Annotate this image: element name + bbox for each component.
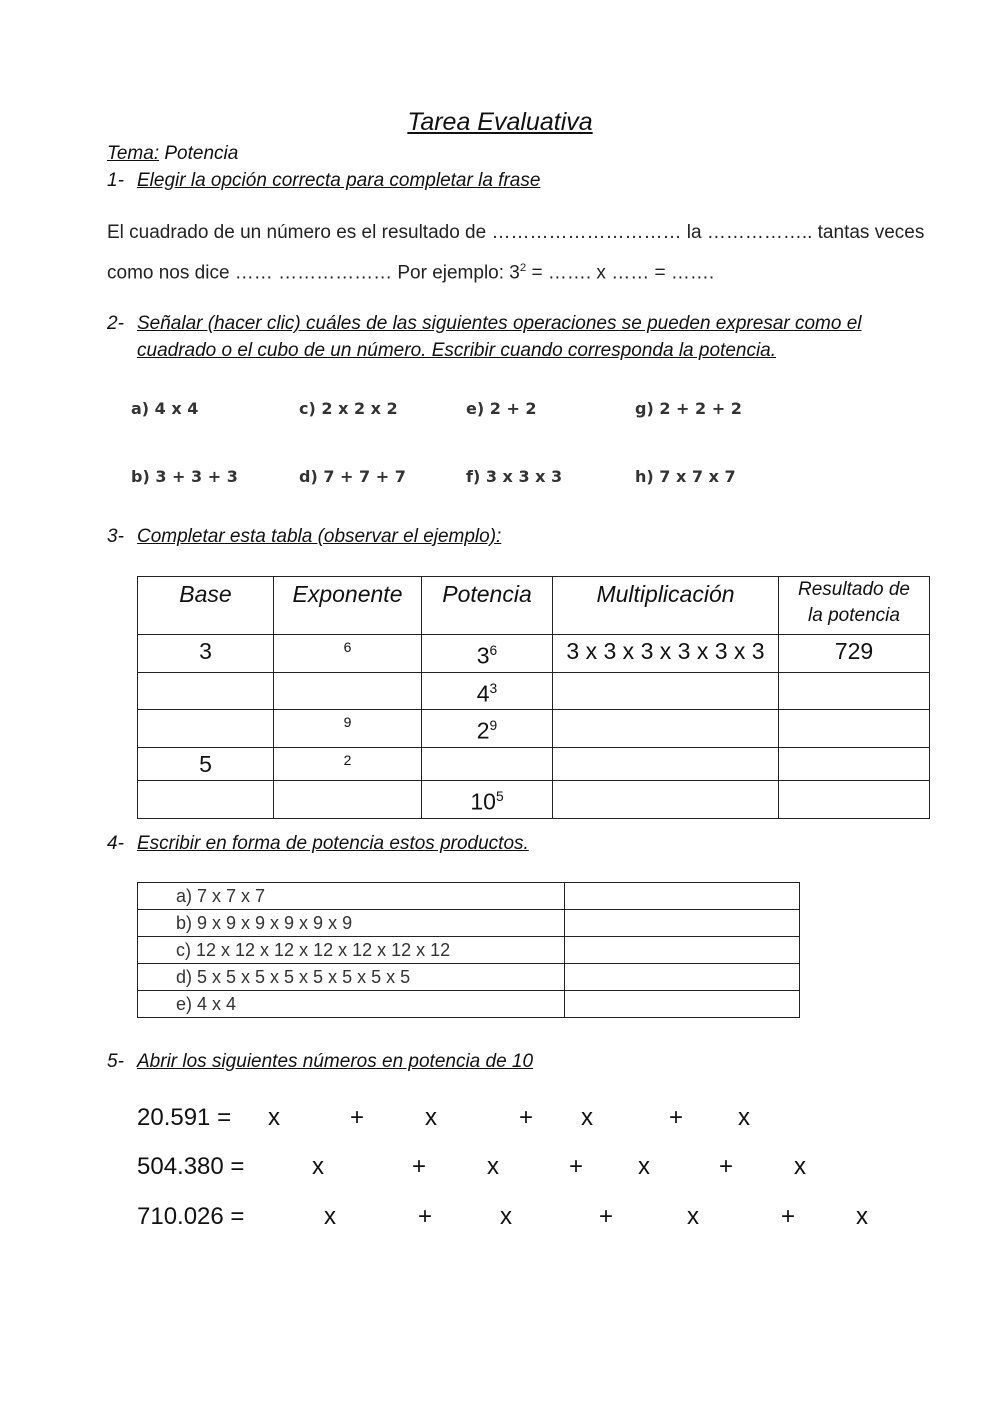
product-label: c) 12 x 12 x 12 x 12 x 12 x 12 x 12 [138, 937, 565, 964]
power-base: 10 [470, 788, 496, 815]
topic-label: Tema: [107, 143, 160, 164]
cell-power[interactable] [422, 672, 553, 710]
times-sign[interactable]: x [794, 1153, 806, 1180]
question-5-heading [107, 1051, 533, 1073]
header-power: Potencia [422, 577, 553, 635]
cell-multiplication[interactable] [553, 710, 779, 748]
plus-sign: + [669, 1104, 684, 1131]
header-multiplication: Multiplicación [553, 577, 779, 635]
fill-sentence-line-1[interactable]: El cuadrado de un número es el resultado de ………………………… la …………….. tantas veces [107, 222, 925, 243]
times-sign[interactable]: x [738, 1104, 750, 1131]
superscript: 2 [519, 262, 527, 274]
power-base: 4 [476, 680, 490, 707]
cell-result[interactable] [779, 672, 930, 710]
question-number: 4- [107, 833, 124, 854]
plus-sign: + [599, 1203, 614, 1230]
question-instruction: Señalar (hacer clic) cuáles de las siguientes operaciones se pueden expresar como el [137, 313, 862, 334]
plus-sign: + [781, 1203, 796, 1230]
cell-base[interactable] [138, 710, 274, 748]
question-3-heading [107, 526, 501, 548]
cell-result[interactable] [779, 747, 930, 780]
cell-multiplication[interactable] [553, 672, 779, 710]
page-title: Tarea Evaluativa [407, 108, 593, 136]
option-a[interactable]: a) 4 x 4 [131, 399, 199, 418]
plus-sign: + [412, 1153, 427, 1180]
table-row [138, 780, 930, 818]
question-number: 5- [107, 1051, 124, 1072]
topic [107, 143, 238, 165]
answer-cell[interactable] [565, 937, 800, 964]
times-sign[interactable]: x [268, 1104, 280, 1131]
question-instruction: Completar esta tabla (observar el ejemplo): [137, 526, 502, 547]
plus-sign: + [569, 1153, 584, 1180]
question-1-heading [107, 170, 540, 192]
cell-exponent[interactable]: 6 [274, 635, 422, 673]
header-exponent: Exponente [274, 577, 422, 635]
cell-exponent[interactable]: 2 [274, 747, 422, 780]
product-label: a) 7 x 7 x 7 [138, 883, 565, 910]
times-sign[interactable]: x [638, 1153, 650, 1180]
question-2-heading-continued [137, 340, 776, 362]
cell-multiplication[interactable]: 3 x 3 x 3 x 3 x 3 x 3 [553, 635, 779, 673]
cell-exponent[interactable] [274, 672, 422, 710]
header-result [779, 577, 930, 635]
times-sign[interactable]: x [500, 1203, 512, 1230]
power-exponent: 6 [489, 643, 498, 658]
table-row [138, 964, 800, 991]
table-row [138, 991, 800, 1018]
cell-power[interactable] [422, 710, 553, 748]
times-sign[interactable]: x [425, 1104, 437, 1131]
question-4-heading [107, 833, 529, 855]
number-label: 504.380 = [137, 1153, 245, 1180]
sentence-part: como nos dice …… ……………… Por ejemplo: 3 [107, 262, 520, 284]
cell-result[interactable]: 729 [779, 635, 930, 673]
question-instruction: Abrir los siguientes números en potencia de 10 [137, 1051, 534, 1072]
header-base: Base [138, 577, 274, 635]
table-row [138, 883, 800, 910]
option-f[interactable]: f) 3 x 3 x 3 [466, 467, 563, 486]
question-instruction: cuadrado o el cubo de un número. Escribir cuando corresponda la potencia. [137, 340, 777, 361]
table-row [138, 747, 930, 780]
sentence-part: = ……. x …… = ……. [526, 262, 715, 284]
cell-multiplication[interactable] [553, 780, 779, 818]
times-sign[interactable]: x [687, 1203, 699, 1230]
product-label: e) 4 x 4 [138, 991, 565, 1018]
option-e[interactable]: e) 2 + 2 [466, 399, 537, 418]
times-sign[interactable]: x [856, 1203, 868, 1230]
times-sign[interactable]: x [581, 1104, 593, 1131]
power-exponent: 9 [489, 718, 498, 734]
times-sign[interactable]: x [312, 1153, 324, 1180]
plus-sign: + [418, 1203, 433, 1230]
option-h[interactable]: h) 7 x 7 x 7 [635, 467, 736, 486]
number-label: 710.026 = [137, 1203, 245, 1230]
header-result-line-1: Resultado de [798, 579, 910, 600]
cell-base[interactable]: 5 [138, 747, 274, 780]
option-b[interactable]: b) 3 + 3 + 3 [131, 467, 238, 486]
power-table [137, 576, 930, 819]
answer-cell[interactable] [565, 883, 800, 910]
table-header-row [138, 577, 930, 635]
plus-sign: + [350, 1104, 365, 1131]
cell-base[interactable]: 3 [138, 635, 274, 673]
answer-cell[interactable] [565, 964, 800, 991]
power-base: 2 [476, 717, 490, 744]
number-label: 20.591 = [137, 1104, 232, 1131]
question-2-heading [107, 313, 862, 335]
times-sign[interactable]: x [324, 1203, 336, 1230]
option-g[interactable]: g) 2 + 2 + 2 [635, 399, 742, 418]
option-d[interactable]: d) 7 + 7 + 7 [299, 467, 406, 486]
cell-power[interactable] [422, 747, 553, 780]
cell-exponent[interactable]: 9 [274, 710, 422, 748]
answer-cell[interactable] [565, 910, 800, 937]
power-exponent: 3 [489, 680, 498, 696]
cell-power[interactable] [422, 635, 553, 673]
power-base: 3 [476, 642, 490, 669]
table-row [138, 910, 800, 937]
question-number: 2- [107, 313, 124, 334]
answer-cell[interactable] [565, 991, 800, 1018]
product-label: d) 5 x 5 x 5 x 5 x 5 x 5 x 5 x 5 [138, 964, 565, 991]
cell-power[interactable] [422, 780, 553, 818]
cell-base[interactable] [138, 672, 274, 710]
cell-base[interactable] [138, 780, 274, 818]
question-instruction: Elegir la opción correcta para completar la frase [137, 170, 541, 191]
table-row [138, 937, 800, 964]
cell-exponent[interactable] [274, 780, 422, 818]
fill-sentence-line-2[interactable] [107, 262, 714, 284]
header-result-line-2: la potencia [808, 605, 900, 626]
cell-result[interactable] [779, 710, 930, 748]
power-exponent: 5 [495, 788, 504, 804]
option-c[interactable]: c) 2 x 2 x 2 [299, 399, 398, 418]
topic-value: Potencia [159, 143, 239, 164]
question-instruction: Escribir en forma de potencia estos productos. [137, 833, 529, 854]
table-row [138, 710, 930, 748]
plus-sign: + [519, 1104, 534, 1131]
times-sign[interactable]: x [487, 1153, 499, 1180]
table-row [138, 672, 930, 710]
question-number: 3- [107, 526, 124, 547]
question-number: 1- [107, 170, 124, 191]
product-label: b) 9 x 9 x 9 x 9 x 9 x 9 [138, 910, 565, 937]
plus-sign: + [719, 1153, 734, 1180]
cell-multiplication[interactable] [553, 747, 779, 780]
cell-result[interactable] [779, 780, 930, 818]
table-row [138, 635, 930, 673]
products-table [137, 882, 800, 1018]
